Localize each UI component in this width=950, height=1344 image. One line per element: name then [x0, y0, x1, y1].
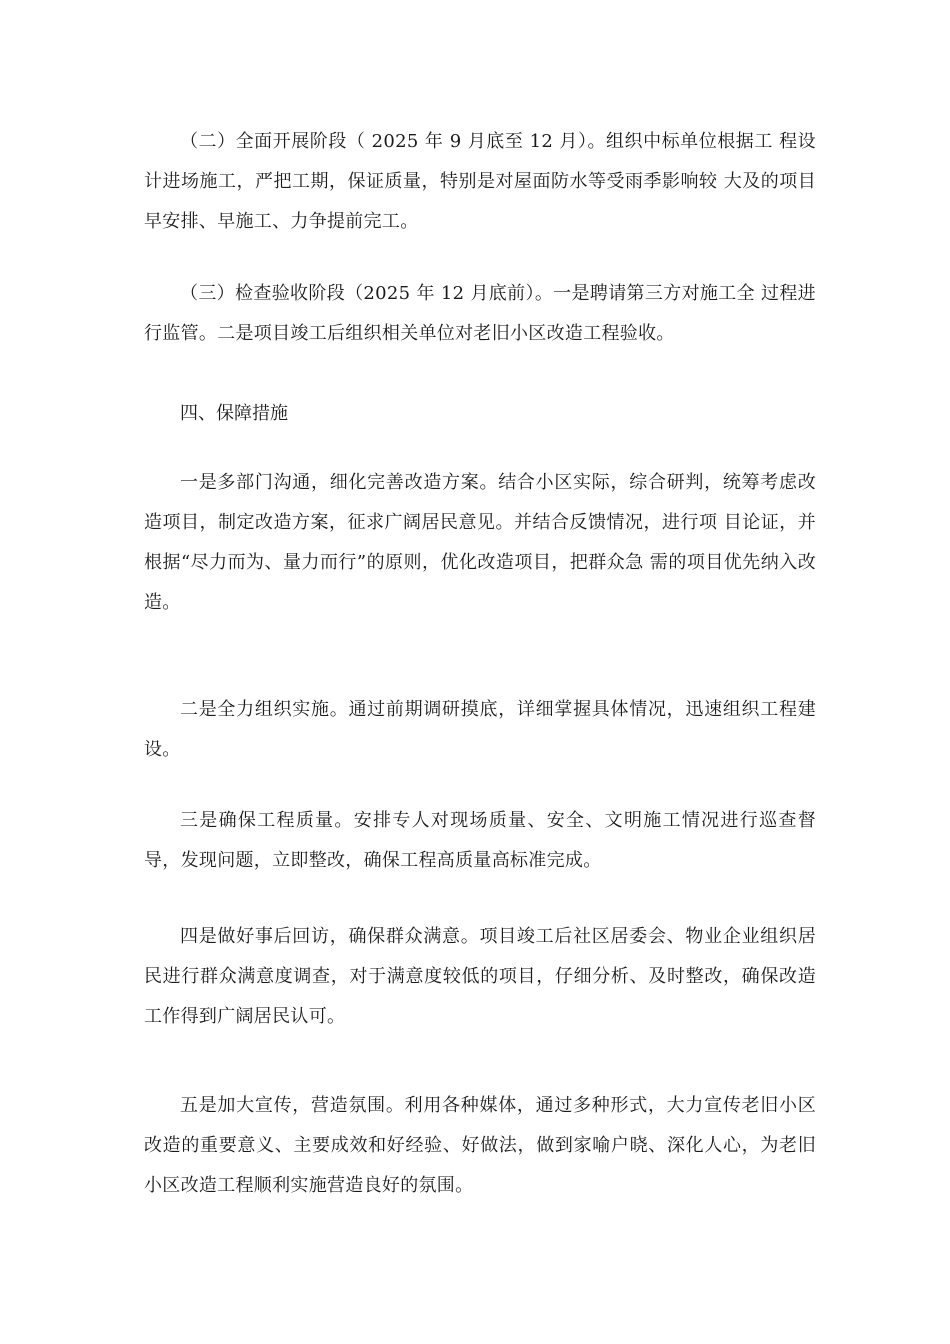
paragraph-measure-five: 五是加大宣传，营造氛围。利用各种媒体，通过多种形式，大力宣传老旧小区改造的重要意义、主要成效和好经验、好做法，做到家喻户晓、深化人心，为老旧小区改造工程顺利实施营造良好的氛围。	[144, 1095, 816, 1196]
paragraph-stage-two: （二）全面开展阶段（ 2025 年 9 月底至 12 月）。组织中标单位根据工 程设计进场施工，严把工期，保证质量，特别是对屋面防水等受雨季影响较 大及的项目早安排、早施工、力争提前完工。	[144, 131, 816, 232]
paragraph-stage-three: （三）检查验收阶段（2025 年 12 月底前）。一是聘请第三方对施工全 过程进行监管。二是项目竣工后组织相关单位对老旧小区改造工程验收。	[144, 283, 816, 344]
paragraph-measure-three: 三是确保工程质量。安排专人对现场质量、安全、文明施工情况进行巡查督导，发现问题，立即整改，确保工程高质量高标准完成。	[144, 810, 816, 871]
section-heading-safeguards: 四、保障措施	[180, 403, 288, 424]
paragraph-measure-two: 二是全力组织实施。通过前期调研摸底，详细掌握具体情况，迅速组织工程建设。	[144, 699, 816, 760]
paragraph-measure-one: 一是多部门沟通，细化完善改造方案。结合小区实际，综合研判，统筹考虑改造项目，制定改造方案，征求广阔居民意见。并结合反馈情况，进行项 目论证，并根据“尽力而为、量力而行”的原则，优化改造项目，把群众急 需的项目优先纳入改造。	[144, 472, 816, 613]
paragraph-measure-four: 四是做好事后回访，确保群众满意。项目竣工后社区居委会、物业企业组织居民进行群众满意度调查，对于满意度较低的项目，仔细分析、及时整改，确保改造工作得到广阔居民认可。	[144, 926, 816, 1027]
